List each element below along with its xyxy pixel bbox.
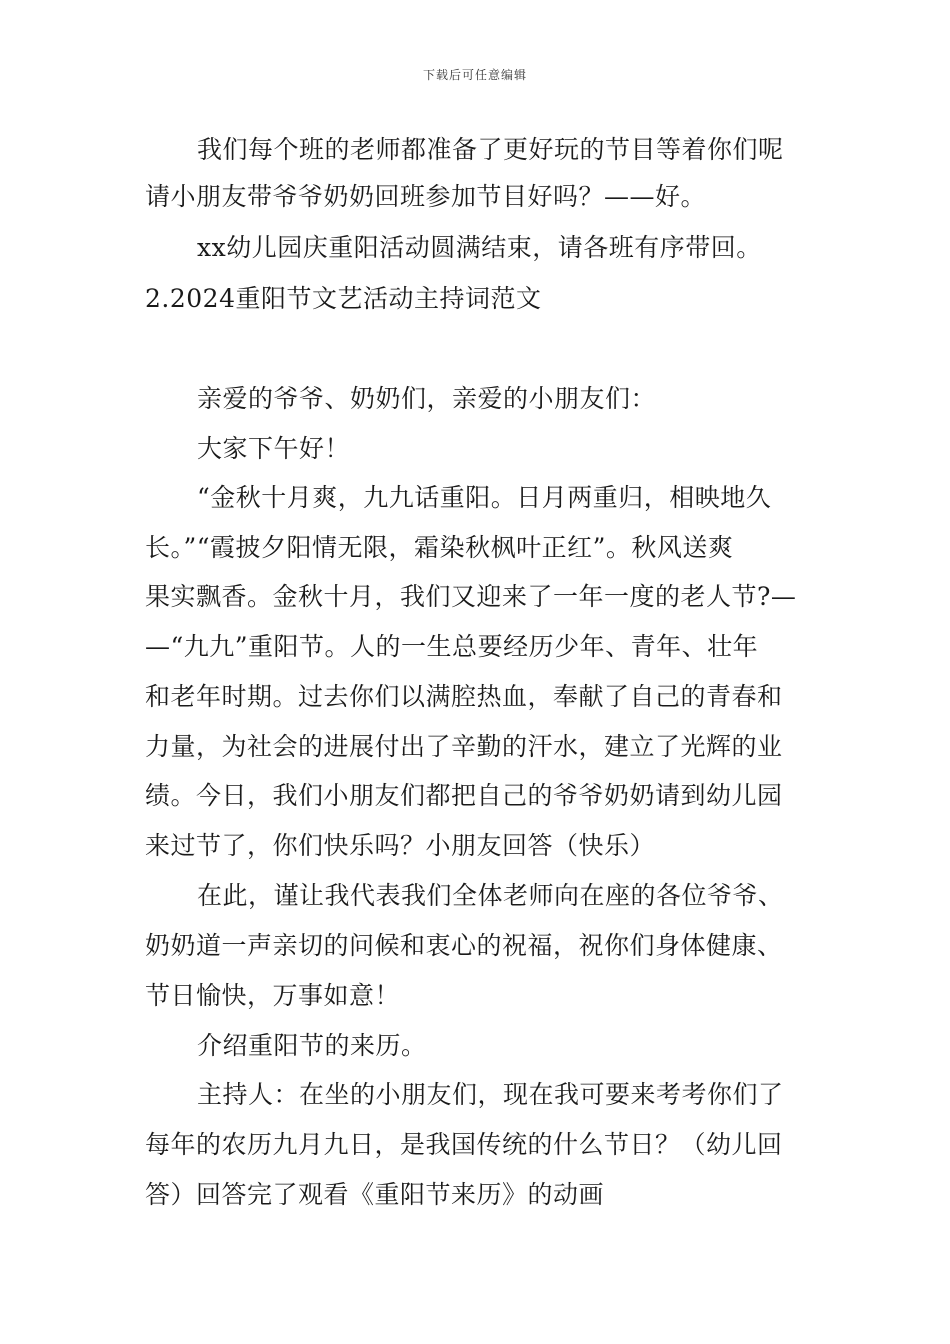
paragraph-line: 长。”“霞披夕阳情无限，霜染秋枫叶正红”。秋风送爽 (145, 533, 734, 562)
paragraph-line: 绩。今日，我们小朋友们都把自己的爷爷奶奶请到幼儿园 (145, 781, 783, 810)
paragraph-line: “金秋十月爽，九九话重阳。日月两重归，相映地久 (197, 483, 772, 512)
paragraph-line: 主持人：在坐的小朋友们，现在我可要来考考你们了 (197, 1080, 784, 1109)
paragraph-line: 请小朋友带爷爷奶奶回班参加节目好吗？——好。 (145, 182, 707, 211)
paragraph-line: 每年的农历九月九日，是我国传统的什么节日？（幼儿回 (145, 1130, 783, 1159)
paragraph-line: 我们每个班的老师都准备了更好玩的节目等着你们呢 (197, 135, 784, 164)
paragraph-line: 和老年时期。过去你们以满腔热血，奉献了自己的青春和 (145, 682, 783, 711)
paragraph-line: 来过节了，你们快乐吗？小朋友回答（快乐） (145, 831, 656, 860)
paragraph-line: 果实飘香。金秋十月，我们又迎来了一年一度的老人节?— (145, 582, 797, 611)
paragraph-line: 大家下午好！ (197, 434, 351, 463)
paragraph-line: 力量，为社会的进展付出了辛勤的汗水，建立了光辉的业 (145, 732, 783, 761)
section-heading: 2.2024重阳节文艺活动主持词范文 (145, 284, 542, 313)
paragraph-line: 答）回答完了观看《重阳节来历》的动画 (145, 1180, 605, 1209)
paragraph-line: 亲爱的爷爷、奶奶们，亲爱的小朋友们： (197, 384, 657, 413)
paragraph-line: 在此，谨让我代表我们全体老师向在座的各位爷爷、 (197, 881, 784, 910)
paragraph-line: 奶奶道一声亲切的问候和衷心的祝福，祝你们身体健康、 (145, 931, 783, 960)
paragraph-line: xx幼儿园庆重阳活动圆满结束，请各班有序带回。 (197, 233, 762, 262)
download-note: 下载后可任意编辑 (422, 68, 527, 82)
paragraph-line: 节日愉快，万事如意！ (145, 981, 401, 1010)
paragraph-line: 介绍重阳节的来历。 (197, 1031, 427, 1060)
paragraph-line: —“九九”重阳节。人的一生总要经历少年、青年、壮年 (145, 632, 759, 661)
